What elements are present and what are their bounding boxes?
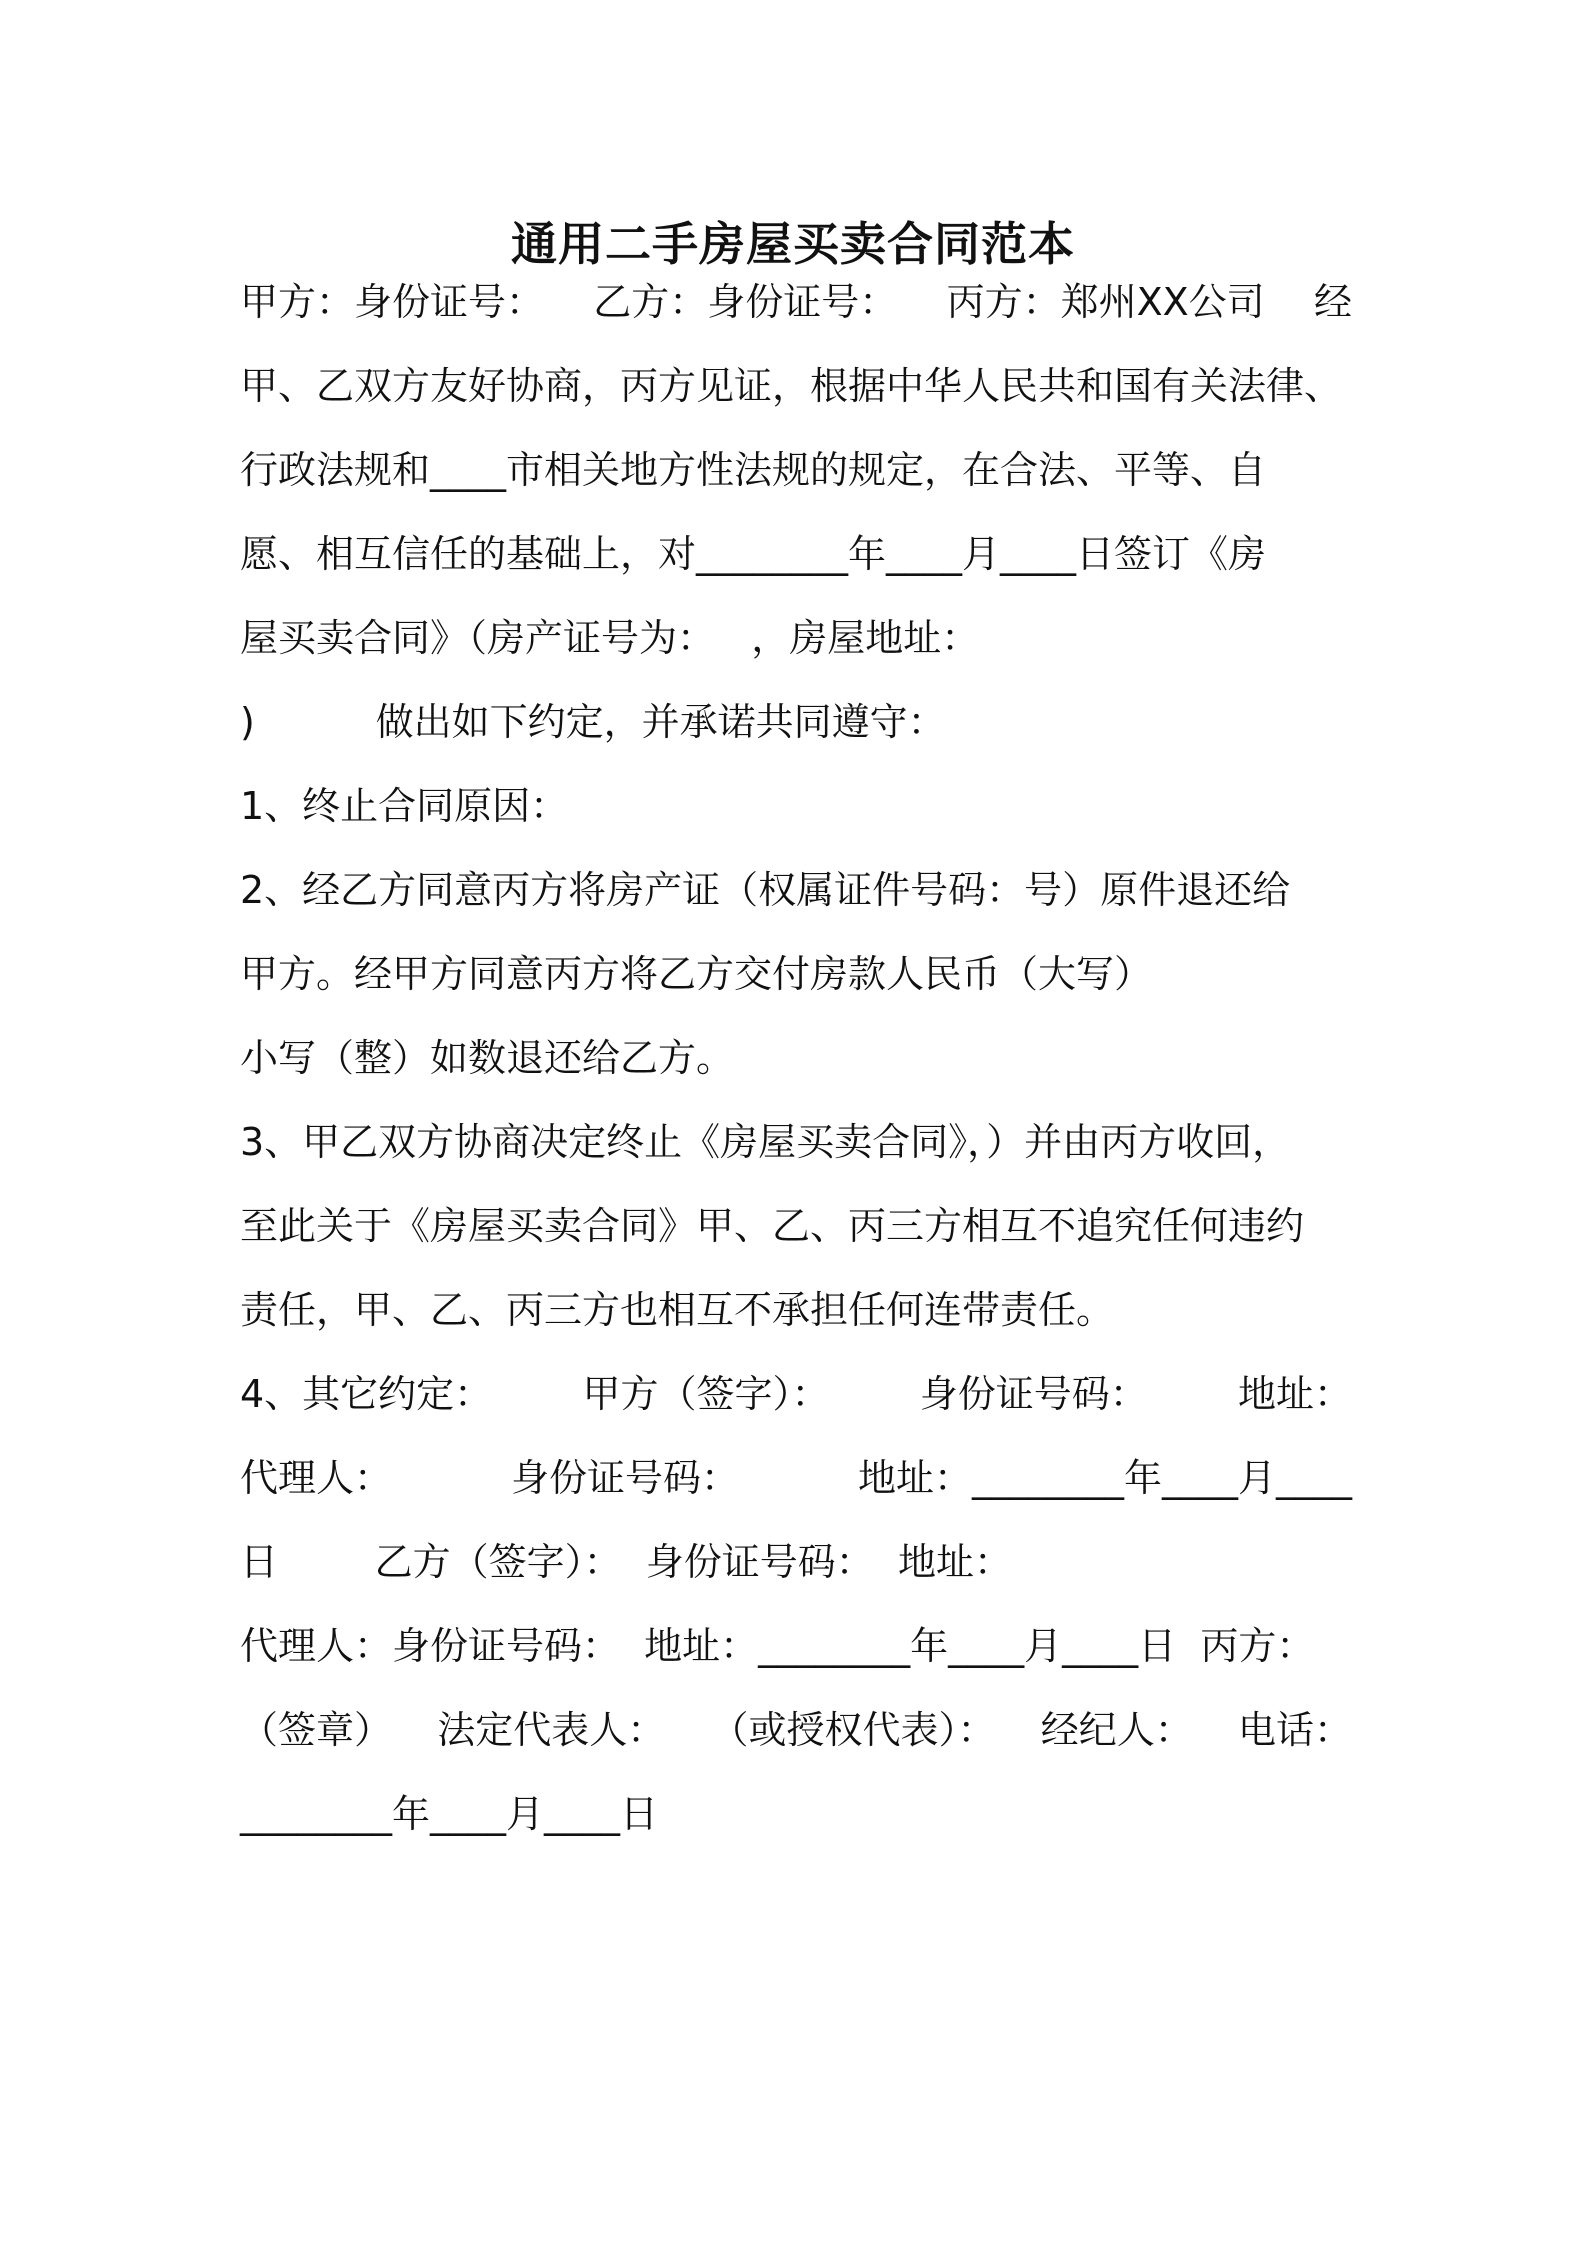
line-1-seg-1: 甲方：身份证号： xyxy=(240,280,545,324)
line-1-seg-4: 经 xyxy=(1313,280,1352,324)
line-19: ________年____月____日 xyxy=(240,1792,659,1836)
line-18 xyxy=(240,1704,1352,1756)
line-14-seg-1: 4、其它约定： xyxy=(240,1372,493,1416)
line-13: 责任，甲、乙、丙三方也相互不承担任何连带责任。 xyxy=(240,1288,1115,1332)
line-11: 3、甲乙双方协商决定终止《房屋买卖合同》，）并由丙方收回， xyxy=(240,1120,1291,1164)
line-15-seg-3: 地址：________年____月____ xyxy=(857,1456,1352,1500)
line-5: 屋买卖合同》（房产证号为： ，房屋地址： xyxy=(240,616,980,660)
line-4: 愿、相互信任的基础上，对________年____月____日签订《房 xyxy=(240,532,1267,576)
line-9: 甲方。经甲方同意丙方将乙方交付房款人民币（大写） xyxy=(240,952,1153,996)
document-title: 通用二手房屋买卖合同范本 xyxy=(511,217,1075,271)
line-6: ) 做出如下约定，并承诺共同遵守： xyxy=(240,700,946,744)
line-10: 小写（整）如数退还给乙方。 xyxy=(240,1036,735,1080)
line-1-seg-3: 丙方：郑州XX公司 xyxy=(946,280,1265,324)
line-14 xyxy=(240,1368,1352,1420)
line-12: 至此关于《房屋买卖合同》甲、乙、丙三方相互不追究任何违约 xyxy=(240,1204,1305,1248)
line-17: 代理人：身份证号码： 地址：________年____月____日 丙方： xyxy=(240,1624,1315,1668)
line-15-seg-2: 身份证号码： xyxy=(510,1456,739,1500)
line-1 xyxy=(240,276,1352,328)
line-16: 日 乙方（签字）： 身份证号码： 地址： xyxy=(240,1540,1012,1584)
line-3: 行政法规和____市相关地方性法规的规定，在合法、平等、自 xyxy=(240,448,1267,492)
line-14-seg-3: 身份证号码： xyxy=(919,1372,1148,1416)
line-18-seg-3: （或授权代表）： xyxy=(710,1708,996,1752)
line-1-seg-2: 乙方：身份证号： xyxy=(593,280,898,324)
line-14-seg-4: 地址： xyxy=(1237,1372,1352,1416)
line-14-seg-2: 甲方（签字）： xyxy=(582,1372,830,1416)
line-15 xyxy=(240,1452,1352,1504)
line-18-seg-4: 经纪人： xyxy=(1040,1708,1193,1752)
line-7: 1、终止合同原因： xyxy=(240,784,569,828)
line-18-seg-1: （签章） xyxy=(240,1708,393,1752)
line-8: 2、经乙方同意丙方将房产证（权属证件号码：号）原件退还给 xyxy=(240,868,1291,912)
line-15-seg-1: 代理人： xyxy=(240,1456,393,1500)
line-18-seg-2: 法定代表人： xyxy=(437,1708,666,1752)
line-2: 甲、乙双方友好协商，丙方见证，根据中华人民共和国有关法律、 xyxy=(240,364,1343,408)
line-18-seg-5: 电话： xyxy=(1237,1708,1352,1752)
